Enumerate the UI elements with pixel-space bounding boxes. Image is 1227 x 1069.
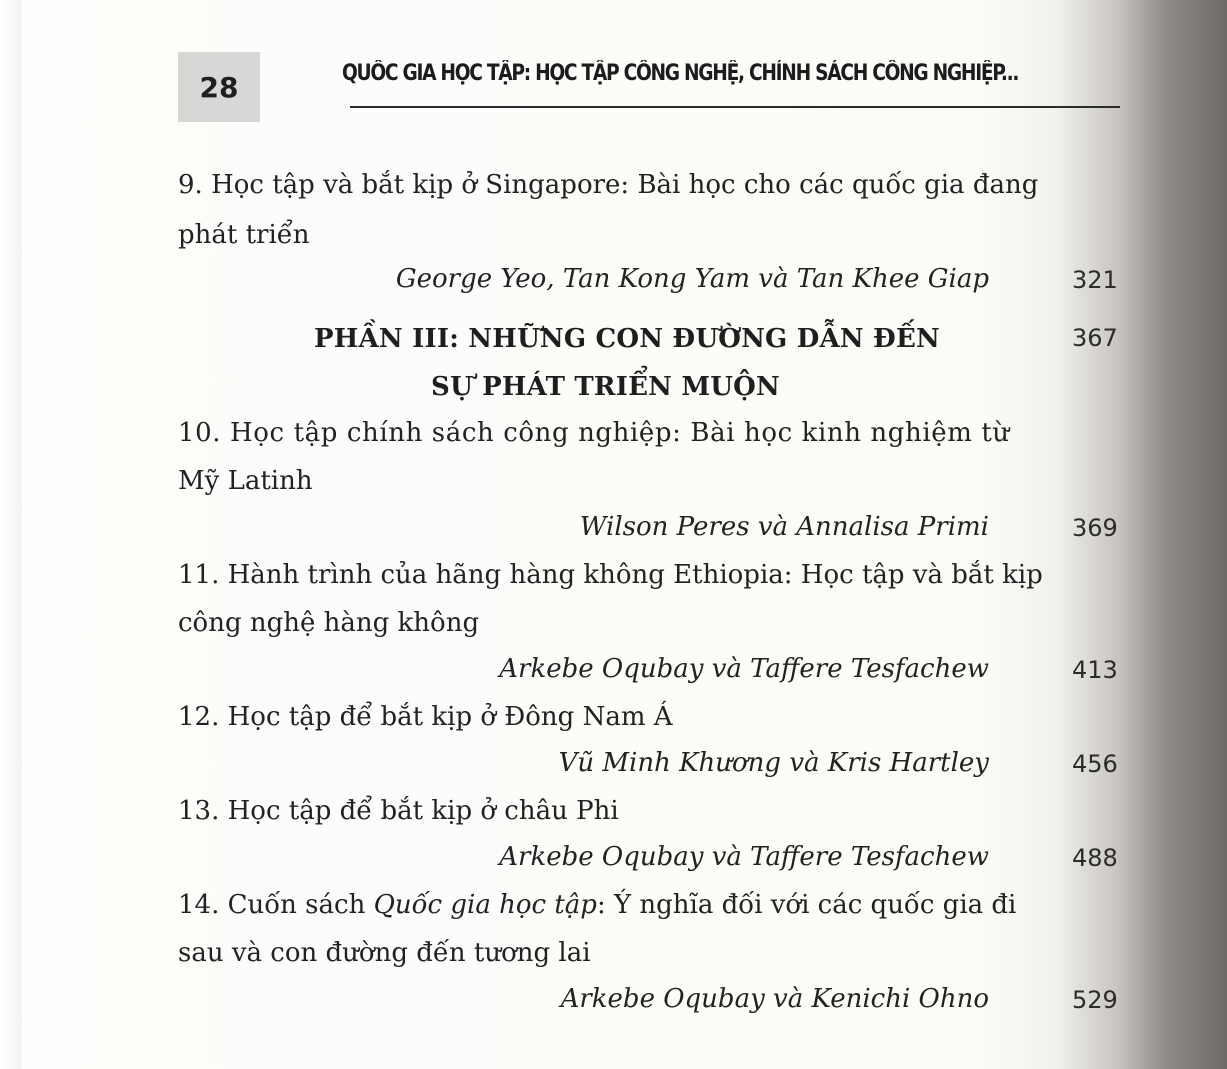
running-title: QUỐC GIA HỌC TẬP: HỌC TẬP CÔNG NGHỆ, CHÍNH SÁCH CÔNG NGHIỆP...: [342, 60, 1019, 86]
toc-entry-9-title-line2: phát triển: [178, 220, 310, 250]
toc-entry-14-page: 529: [1072, 986, 1118, 1014]
toc-entry-9-page: 321: [1072, 266, 1118, 294]
toc-entry-11-page: 413: [1072, 656, 1118, 684]
toc-entry-14-book-title: Quốc gia học tập: [373, 890, 597, 920]
toc-entry-13-author: Arkebe Oqubay và Taffere Tesfachew: [499, 842, 989, 872]
toc-entry-10-title-line1: 10. Học tập chính sách công nghiệp: Bài học kinh nghiệm từ: [178, 418, 1010, 448]
toc-entry-12-author: Vũ Minh Khương và Kris Hartley: [558, 748, 989, 778]
toc-entry-14-title-suffix: : Ý nghĩa đối với các quốc gia đi: [596, 890, 1017, 920]
toc-entry-11-title-line1: 11. Hành trình của hãng hàng không Ethiopia: Học tập và bắt kịp: [178, 560, 1043, 590]
toc-entry-10-page: 369: [1072, 514, 1118, 542]
part-3-page: 367: [1072, 324, 1118, 352]
toc-entry-13-page: 488: [1072, 844, 1118, 872]
toc-entry-9-author: George Yeo, Tan Kong Yam và Tan Khee Giap: [395, 264, 989, 294]
toc-entry-12-page: 456: [1072, 750, 1118, 778]
header-rule: [350, 106, 1120, 108]
toc-entry-10-author: Wilson Peres và Annalisa Primi: [579, 512, 989, 542]
toc-entry-14-title-prefix: 14. Cuốn sách: [178, 890, 374, 920]
part-3-heading-line1: PHẦN III: NHỮNG CON ĐƯỜNG DẪN ĐẾN: [314, 324, 940, 354]
toc-entry-9-title-line1: 9. Học tập và bắt kịp ở Singapore: Bài học cho các quốc gia đang: [178, 170, 1039, 200]
toc-entry-13-title: 13. Học tập để bắt kịp ở châu Phi: [178, 796, 619, 826]
part-3-heading-line2: SỰ PHÁT TRIỂN MUỘN: [431, 372, 780, 402]
toc-entry-14-title-line2: sau và con đường đến tương lai: [178, 938, 591, 968]
toc-entry-10-title-line2: Mỹ Latinh: [178, 466, 313, 496]
toc-entry-12-title: 12. Học tập để bắt kịp ở Đông Nam Á: [178, 702, 673, 732]
toc-entry-11-title-line2: công nghệ hàng không: [178, 608, 480, 638]
page-left-edge: [0, 0, 22, 1069]
toc-entry-14-author: Arkebe Oqubay và Kenichi Ohno: [560, 984, 989, 1014]
page-number: 28: [178, 52, 260, 122]
toc-entry-14-title-line1: [178, 892, 1016, 918]
toc-entry-11-author: Arkebe Oqubay và Taffere Tesfachew: [499, 654, 989, 684]
